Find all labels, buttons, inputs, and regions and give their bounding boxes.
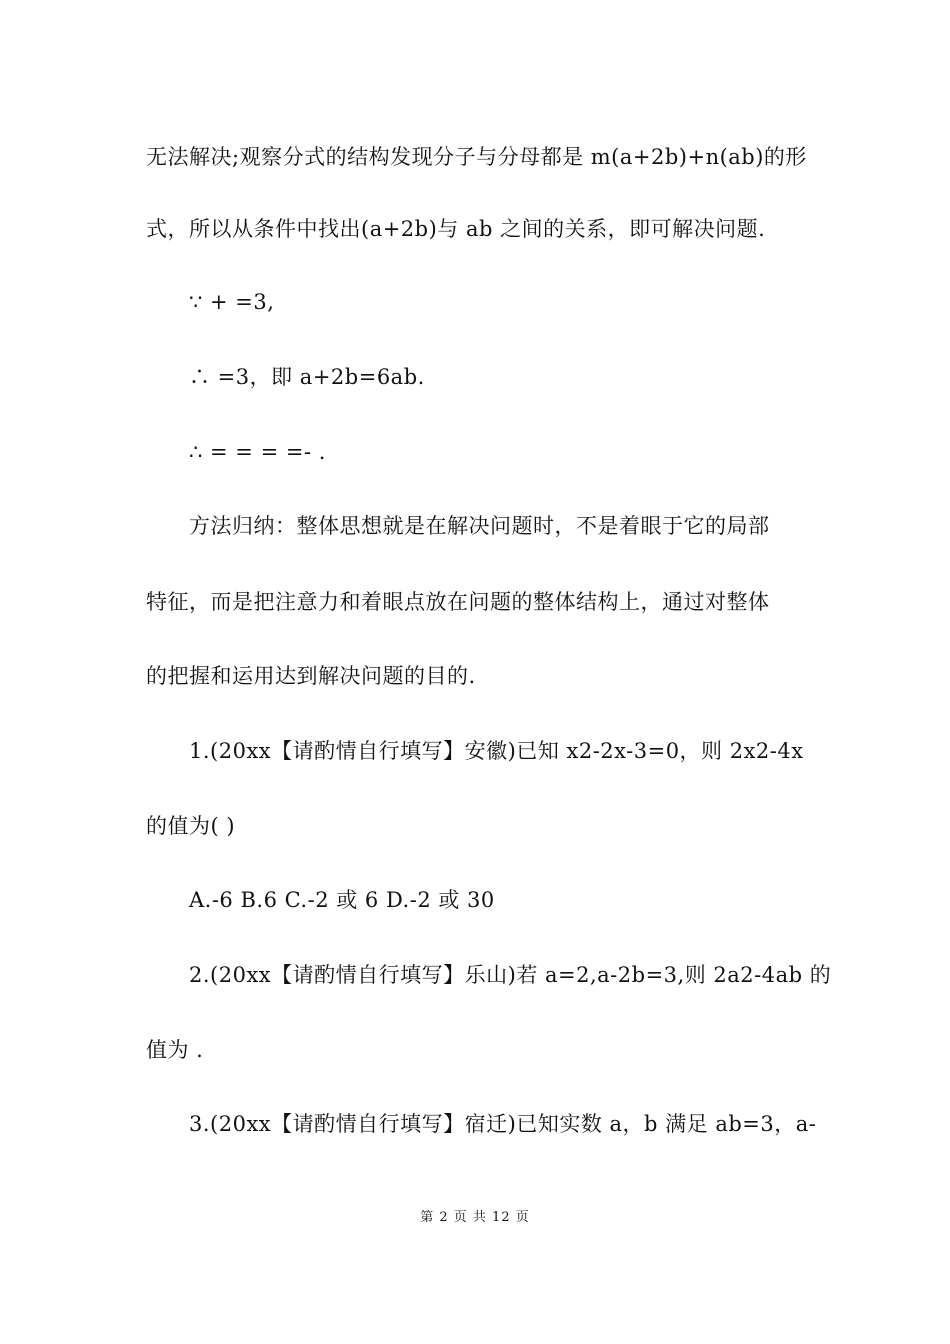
- math-step-line: ∴ = = = =- .: [189, 440, 326, 464]
- body-text-line: 式，所以从条件中找出(a+2b)与 ab 之间的关系，即可解决问题.: [146, 217, 766, 241]
- math-step-line: ∴ =3，即 a+2b=6ab.: [189, 365, 425, 389]
- question-1-options: A.-6 B.6 C.-2 或 6 D.-2 或 30: [189, 888, 495, 912]
- method-summary-line: 方法归纳：整体思想就是在解决问题时，不是着眼于它的局部: [189, 514, 770, 538]
- question-2-line: 值为 .: [146, 1038, 204, 1062]
- question-1-line: 的值为( ): [146, 814, 236, 838]
- question-2-line: 2.(20xx【请酌情自行填写】乐山)若 a=2,a-2b=3,则 2a2-4ab 的: [189, 963, 832, 987]
- math-step-line: ∵ + =3,: [189, 290, 275, 314]
- question-1-line: 1.(20xx【请酌情自行填写】安徽)已知 x2-2x-3=0，则 2x2-4x: [189, 739, 804, 763]
- page-number-footer: 第 2 页 共 12 页: [420, 1210, 530, 1225]
- method-summary-line: 特征，而是把注意力和着眼点放在问题的整体结构上，通过对整体: [146, 590, 770, 614]
- body-text-line: 无法解决;观察分式的结构发现分子与分母都是 m(a+2b)+n(ab)的形: [146, 145, 807, 169]
- question-3-line: 3.(20xx【请酌情自行填写】宿迁)已知实数 a，b 满足 ab=3，a-: [189, 1112, 817, 1136]
- method-summary-line: 的把握和运用达到解决问题的目的.: [146, 664, 476, 688]
